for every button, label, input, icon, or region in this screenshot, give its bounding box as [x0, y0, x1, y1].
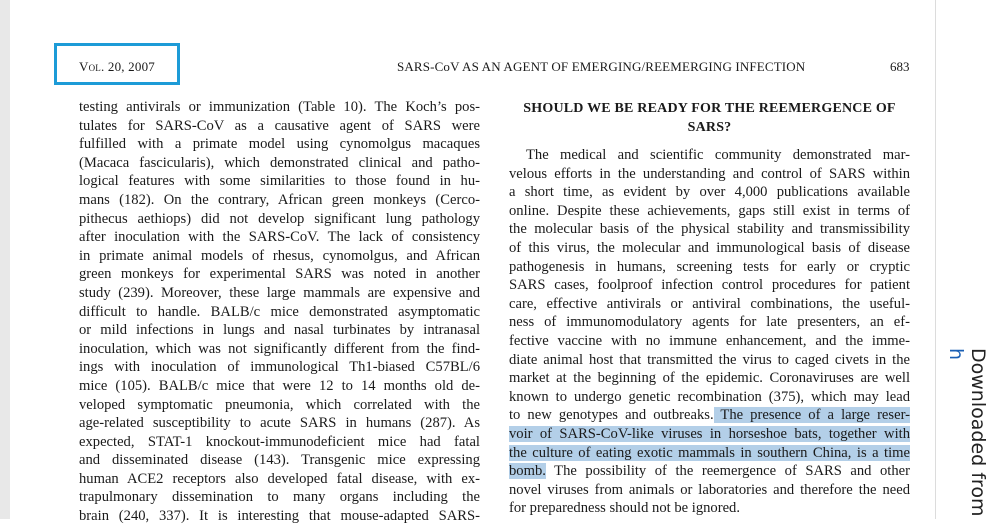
text-line: difficult to handle. BALB/c mice demonstrated asymptomatic [79, 303, 480, 320]
text-line: The medical and scientific community demonstrated mar- [526, 147, 910, 163]
text-line: green monkeys for experimental SARS was noted in another [79, 266, 480, 283]
text-line: fective vaccine with no immune enhancement, and the imme- [509, 332, 910, 349]
text-line: after inoculation with the SARS-CoV. The lack of consistency [79, 229, 480, 246]
download-notice-text: Downloaded from [967, 348, 989, 517]
text-line: testing antivirals or immunization (Table 10). The Koch’s pos- [79, 99, 480, 115]
text-line: care, effective antivirals or antiviral combinations, the useful- [509, 295, 910, 312]
text-line-with-highlight [509, 462, 910, 481]
highlighted-text[interactable]: the culture of eating exotic mammals in southern China, is a time [509, 444, 910, 461]
viewer-left-gutter [0, 0, 10, 519]
page-number: 683 [890, 59, 910, 74]
text-line: ness of immunomodulatory agents for late presenters, an ef- [509, 314, 910, 331]
text-line: a short time, as evident by over 4,000 publications available [509, 184, 910, 201]
text-line: tulates for SARS-CoV as a causative agent of SARS were [79, 117, 480, 134]
highlighted-text[interactable]: voir of SARS-CoV-like viruses in horseshoe bats, together with [509, 425, 910, 442]
running-head: SARS-CoV AS AN AGENT OF EMERGING/REEMERGING INFECTION [397, 59, 806, 74]
text-line: in primate animal models of rhesus, cynomolgus, and African [79, 247, 480, 264]
text-line: market at the beginning of the epidemic. Coronaviruses are well [509, 370, 910, 387]
text-line: brain (240, 337). It is interesting that mouse-adapted SARS- [79, 508, 480, 525]
text-line: inoculation, which was not significantly different from the find- [79, 340, 480, 357]
text-segment: The possibility of the reemergence of SARS and other [545, 463, 910, 480]
text-line: SARS cases, foolproof infection control procedures for patient [509, 277, 910, 294]
text-line: known to undergo genetic recombination (375), which may lead [509, 388, 910, 405]
text-line: (Macaca fascicularis), which demonstrated clinical and patho- [79, 154, 480, 171]
section-heading: SHOULD WE BE READY FOR THE REEMERGENCE OF SARS? [523, 101, 896, 135]
text-line: fulfilled with a primate model using cynomolgus macaques [79, 136, 480, 153]
download-link[interactable]: h [945, 348, 967, 361]
text-line: logical features with some similarities to those found in hu- [79, 173, 480, 190]
text-line: for preparedness should not be ignored. [509, 500, 741, 517]
text-line: ings with inoculation of immunological Th1-biased C57BL/6 [79, 359, 480, 376]
text-line: velous efforts in the understanding and control of SARS within [509, 165, 910, 182]
text-line: mice (105). BALB/c mice that were 12 to 14 months old de- [79, 377, 480, 394]
text-segment: to new genotypes and outbreaks. [509, 407, 714, 424]
highlighted-text[interactable]: bomb. [509, 463, 546, 480]
text-line: trapulmonary dissemination to many organs including the [79, 489, 480, 506]
text-line: veloped symptomatic pneumonia, which correlated with the [79, 396, 480, 413]
right-column-text [509, 146, 910, 518]
text-line: online. Despite these achievements, gaps still exist in terms of [509, 202, 910, 219]
text-line: pithecus aethiops) did not develop significant lung pathology [79, 210, 480, 227]
text-line: novel viruses from animals or laboratories and therefore the need [509, 481, 910, 498]
text-line: study (239). Moreover, these large mammals are expensive and [79, 284, 480, 301]
text-line: mans (182). On the contrary, African green monkeys (Cerco- [79, 191, 480, 208]
text-line: pathogenesis in humans, screening tests for early or cryptic [509, 258, 910, 275]
text-line: expected, STAT-1 knockout-immunodeficient mice had fatal [79, 433, 480, 450]
text-line-highlighted [509, 444, 910, 463]
volume-label: Vol. 20, 2007 [79, 59, 155, 74]
text-line: human ACE2 receptors also developed fatal disease, with ex- [79, 470, 480, 487]
text-line: of this virus, the molecular and immunological basis of disease [509, 239, 910, 256]
highlighted-text[interactable]: The presence of a large reser- [713, 407, 910, 424]
left-column-text [79, 98, 480, 526]
download-notice[interactable] [945, 348, 989, 519]
text-line: the molecular basis of the physical stability and transmissibility [509, 221, 910, 238]
text-line: and disseminated disease (143). Transgenic mice expressing [79, 452, 480, 469]
text-line: age-related susceptibility to acute SARS in humans (287). As [79, 415, 480, 432]
text-line: diate animal host that transmitted the virus to caged civets in the [509, 351, 910, 368]
text-line-highlighted [509, 425, 910, 444]
text-line-with-highlight [509, 406, 910, 425]
text-line: or mild infections in lungs and nasal turbinates by intranasal [79, 322, 480, 339]
